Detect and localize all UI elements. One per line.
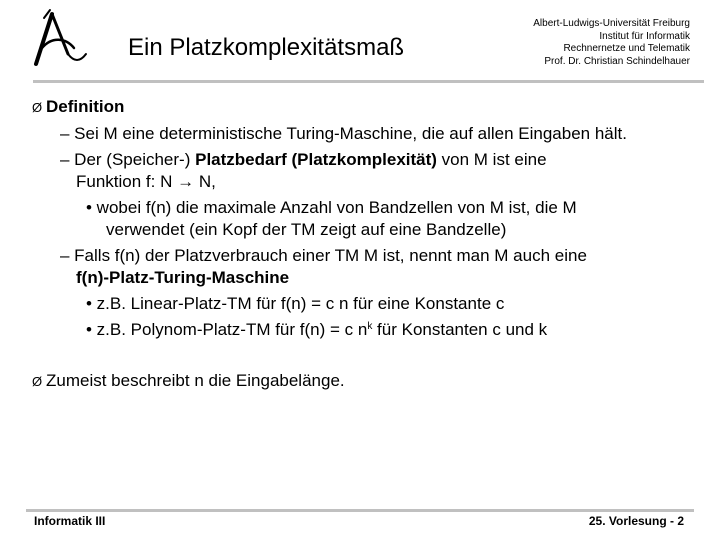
slide-title: Ein Platzkomplexitätsmaß bbox=[128, 34, 405, 61]
affiliation-block bbox=[533, 18, 690, 68]
definition-item-1: – Sei M eine deterministische Turing-Maschine, die auf allen Eingaben hält. bbox=[60, 124, 627, 143]
definition-item-2 bbox=[60, 149, 547, 171]
sub3-suffix: für Konstanten c und k bbox=[372, 320, 548, 339]
footer-page-number: 25. Vorlesung - 2 bbox=[588, 514, 684, 528]
definition-label: Definition bbox=[46, 97, 125, 116]
definition-item-3-continued: f(n)-Platz-Turing-Maschine bbox=[76, 268, 290, 287]
header-divider bbox=[33, 80, 704, 83]
definition-item-2-continued: Funktion f: N → N, bbox=[76, 172, 216, 191]
arrow-bullet-icon: Ø bbox=[32, 374, 43, 389]
definition-heading bbox=[32, 96, 124, 119]
affiliation-professor: Prof. Dr. Christian Schindelhauer bbox=[544, 55, 690, 67]
sub-item-2: • z.B. Linear-Platz-TM für f(n) = c n für eine Konstante c bbox=[86, 294, 505, 313]
item2-bold-term: Platzbedarf (Platzkomplexität) bbox=[195, 150, 437, 169]
sub3-exponent: k bbox=[367, 321, 373, 332]
affiliation-group: Rechnernetze und Telematik bbox=[563, 43, 690, 54]
footer-divider bbox=[26, 509, 694, 512]
item2-suffix: von M ist eine bbox=[436, 150, 547, 169]
university-logo bbox=[22, 8, 94, 70]
sub3-prefix: • z.B. Polynom-Platz-TM für f(n) = c n bbox=[86, 320, 368, 339]
sub-item-3 bbox=[86, 319, 547, 341]
affiliation-institute: Institut für Informatik bbox=[599, 30, 690, 42]
definition-item-3: – Falls f(n) der Platzverbrauch einer TM M ist, nennt man M auch eine bbox=[60, 246, 587, 265]
affiliation-university: Albert-Ludwigs-Universität Freiburg bbox=[533, 18, 690, 29]
sub-item-1: • wobei f(n) die maximale Anzahl von Bandzellen von M ist, die M bbox=[86, 198, 577, 217]
sub-item-1-continued: verwendet (ein Kopf der TM zeigt auf eine Bandzelle) bbox=[106, 220, 507, 239]
point-2 bbox=[32, 370, 345, 393]
item2-prefix: – Der (Speicher-) bbox=[60, 150, 196, 169]
footer-course: Informatik III bbox=[34, 514, 106, 528]
point-2-text: Zumeist beschreibt n die Eingabelänge. bbox=[46, 371, 345, 390]
arrow-bullet-icon: Ø bbox=[32, 100, 43, 115]
